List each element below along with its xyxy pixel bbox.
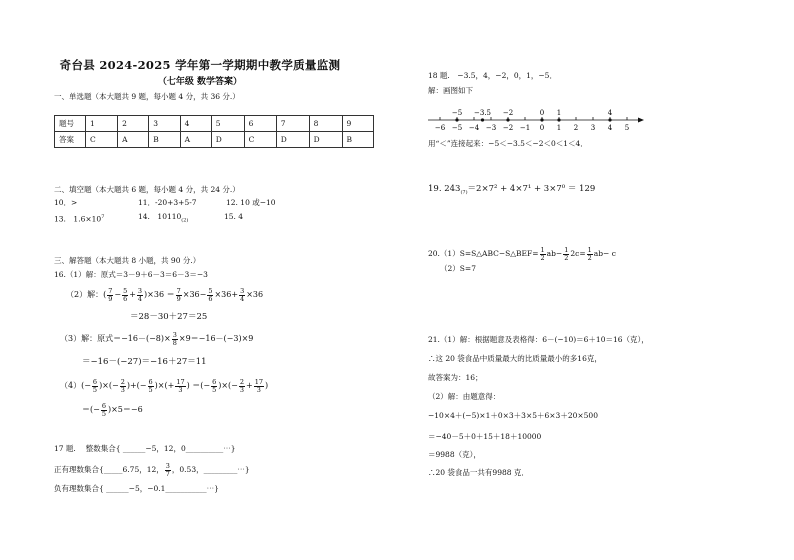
q17-positive-post: ，0.53，_________⋯} xyxy=(171,465,250,474)
q19-expansion: ＝2×7² + 4×7¹ + 3×7⁰ ＝ 129 xyxy=(467,184,596,194)
answer-14 xyxy=(138,212,188,226)
q20-part1-mid2: 2c= xyxy=(570,249,586,258)
table-cell: A xyxy=(180,132,211,148)
number-line-tick-label: 0 xyxy=(539,124,545,132)
q18-statement: 18 题. −3.5，4，−2，0，1，−5． xyxy=(428,71,557,80)
q17-positive: 正有理数集合{_____6.75，12， $\frac{3}{7}$ ，0.53，_________⋯} xyxy=(54,461,250,478)
q16-part2: （2）解：( $\frac{7}{9}$ − $\frac{5}{6}$ + $\frac{3}{4}$ )×36 ＝ $\frac{7}{9}$ ×36− $\frac{5}{6}$ ×36+ $\frac{3}{4}$ ×36 xyxy=(66,286,264,303)
number-line-tick-label: −5 xyxy=(451,124,463,132)
q16-part4: （4）(− $\frac{6}{5}$ )×(− $\frac{2}{3}$ )+(− $\frac{6}{5}$ )×(+ $\frac{17}{3}$ ) ＝(− $\frac{6}{5}$ )×(− $\frac{2}{3}$ + $\frac{17}{3}$ ) xyxy=(60,377,269,394)
q16-part3-tail: ×9＝−16－(−3)×9 xyxy=(178,334,254,343)
number-line-tick-label: −4 xyxy=(468,124,480,132)
answer-13 xyxy=(54,212,104,225)
number-line-tick-label: −3 xyxy=(485,124,497,132)
q17-negative: 负有理数集合{ ______−5，−0.1___________⋯} xyxy=(54,484,219,493)
number-line-point-label: 0 xyxy=(539,109,545,117)
number-line-tick-label: 5 xyxy=(624,124,630,132)
q21-part2-b: ＝−40－5＋0＋15＋18＋10000 xyxy=(428,432,542,441)
number-line-tick-label: −2 xyxy=(502,124,514,132)
number-line-point-label: 1 xyxy=(556,109,562,117)
table-cell: C xyxy=(244,132,276,148)
q16-part2-label: （2）解： xyxy=(66,290,104,299)
q20-part1-post: ab− c xyxy=(593,249,616,258)
q16-part1: 16.（1）解：原式＝3－9＋6－3＝6－3＝−3 xyxy=(54,270,208,279)
number-line-point xyxy=(481,118,484,121)
section3-heading: 三、解答题（本大题共 8 小题，共 90 分.） xyxy=(54,256,201,265)
page-subtitle: （七年级 数学答案） xyxy=(157,77,243,87)
number-line-point xyxy=(557,118,560,121)
q16-part3-label: （3）解：原式＝−16－(−8)× xyxy=(60,334,171,343)
answer-12: 12. 10 或−10 xyxy=(226,198,276,207)
q16-part3: （3）解：原式＝−16－(−8)× $\frac{3}{8}$ ×9＝−16－(−3)×9 xyxy=(60,330,254,347)
table-cell: 7 xyxy=(276,116,309,132)
table-cell: 6 xyxy=(244,116,276,132)
q21-part1-b: ∴这 20 袋食品中质量最大的比质量最小的多16克， xyxy=(428,354,602,363)
table-cell: 5 xyxy=(211,116,244,132)
answer-14-base: (2) xyxy=(181,217,189,224)
q19-base: (7) xyxy=(460,189,468,196)
number-line-tick-label: 3 xyxy=(590,124,596,132)
q17-positive-pre: 正有理数集合{_____6.75，12， xyxy=(54,465,164,474)
table-cell: 3 xyxy=(149,116,180,132)
section2-heading: 二、填空题（本大题共 6 题，每小题 4 分，共 24 分.） xyxy=(54,185,240,194)
answer-10: 10．> xyxy=(54,198,78,207)
number-line-tick-label: 1 xyxy=(556,124,562,132)
number-line-point xyxy=(608,118,611,121)
number-line-point-label: −5 xyxy=(451,109,463,117)
table-cell: 题号 xyxy=(55,116,86,132)
number-line-point-label: 4 xyxy=(607,109,613,117)
table-cell: 8 xyxy=(309,116,342,132)
table-row xyxy=(55,132,374,148)
table-cell: 4 xyxy=(180,116,211,132)
q19-number: 19. 243 xyxy=(428,184,461,194)
q16-part2-result: ＝28－30＋27＝25 xyxy=(130,312,208,322)
table-cell: C xyxy=(86,132,118,148)
q21-part1-c: 故答案为：16； xyxy=(428,373,483,382)
table-row xyxy=(55,116,374,132)
table-cell: D xyxy=(309,132,342,148)
q18-solve: 解：画图如下 xyxy=(428,86,473,95)
table-cell: D xyxy=(211,132,244,148)
number-line-point-label: −2 xyxy=(502,109,514,117)
answer-11: 11．-20+3+5-7 xyxy=(138,198,197,207)
answer-table xyxy=(54,115,374,148)
table-cell: D xyxy=(276,132,309,148)
table-cell: B xyxy=(342,132,373,148)
page-title: 奇台县 2024-2025 学年第一学期期中教学质量监测 xyxy=(59,58,341,72)
answer-14-value: 14. 10110 xyxy=(138,212,182,221)
q16-part4-tail: ×5＝−6 xyxy=(111,405,143,414)
q21-part2-d: ∴20 袋食品一共有9988 克． xyxy=(428,468,529,477)
number-line-point xyxy=(540,118,543,121)
q18-conclusion: 用“＜”连接起来：−5＜−3.5＜−2＜0＜1＜4． xyxy=(428,139,588,148)
table-cell: A xyxy=(118,132,149,148)
q19-answer xyxy=(428,184,595,198)
q16-part4-result: ＝(− $\frac{6}{5}$ )×5＝−6 xyxy=(82,401,143,418)
q17-integers: 17 题. 整数集合{ ______−5，12，0__________⋯} xyxy=(54,444,236,453)
number-line-tick-label: −6 xyxy=(434,124,446,132)
answer-13-exp: 7 xyxy=(101,214,105,220)
q21-part2-c: ＝9988（克）， xyxy=(428,450,481,459)
q20-part1-mid: ab− xyxy=(546,249,563,258)
number-line xyxy=(426,102,646,136)
q21-part2: （2）解：由题意得： xyxy=(428,392,501,401)
q20-part1-pre: 20.（1）S=S△ABC−S△BEF= xyxy=(428,249,539,258)
number-line-point xyxy=(455,118,458,121)
section1-heading: 一、单选题（本大题共 9 题，每小题 4 分，共 36 分.） xyxy=(54,92,240,101)
q16-part4-label: （4） xyxy=(60,381,82,390)
q16-part3-result: ＝−16－(−27)＝−16＋27＝11 xyxy=(82,357,207,367)
number-line-tick-label: −1 xyxy=(519,124,531,132)
table-cell: B xyxy=(149,132,180,148)
arrow-right-icon xyxy=(638,118,644,123)
number-line-point-label: −3.5 xyxy=(474,109,491,117)
q20-part2: （2）S=7 xyxy=(440,264,476,273)
number-line-ticks xyxy=(435,117,629,132)
number-line-point xyxy=(506,118,509,121)
answer-13-base: 13. 1.6×10 xyxy=(54,214,102,224)
number-line-tick-label: 4 xyxy=(607,124,613,132)
table-cell: 1 xyxy=(86,116,118,132)
table-cell: 2 xyxy=(118,116,149,132)
table-cell: 答案 xyxy=(55,132,86,148)
table-cell: 9 xyxy=(342,116,373,132)
answer-15: 15. 4 xyxy=(224,212,244,221)
q20-part1: 20.（1）S=S△ABC−S△BEF= $\frac{1}{2}$ ab− $\frac{1}{2}$ 2c= $\frac{1}{2}$ ab− c xyxy=(428,245,616,262)
number-line-tick-label: 2 xyxy=(573,124,579,132)
q21-part2-a: −10×4＋(−5)×1＋0×3＋3×5＋6×3＋20×500 xyxy=(428,411,598,420)
q21-part1: 21.（1）解：根据题意及表格得：6－(−10)＝6＋10＝16（克）， xyxy=(428,335,649,344)
